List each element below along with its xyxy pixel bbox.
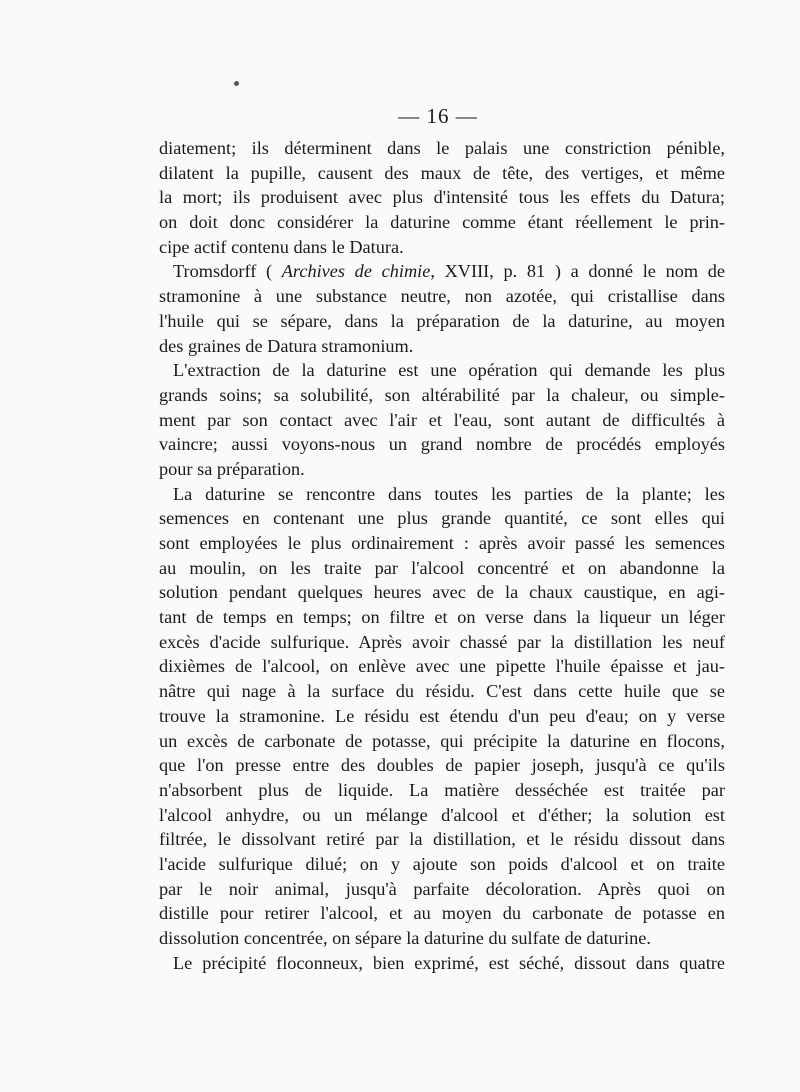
- paragraph: [159, 358, 725, 481]
- text-line: La daturine se rencontre dans toutes les parties de la plante; les: [173, 483, 725, 504]
- italic-citation: Archives de chimie: [281, 261, 431, 282]
- text-line: stramonine à une substance neutre, non azotée, qui cristallise dans: [159, 286, 725, 307]
- page-number: — 16 —: [398, 104, 478, 128]
- text-line: sont employées le plus ordinairement : après avoir passé les semences: [159, 533, 725, 553]
- paragraph: [159, 951, 725, 976]
- text-line: l'acide sulfurique dilué; on y ajoute son poids d'alcool et on traite: [159, 853, 725, 874]
- text-line: dissolution concentrée, on sépare la daturine du sulfate de daturine.: [159, 928, 651, 948]
- text-line: trouve la stramonine. Le résidu est étendu d'un peu d'eau; on y verse: [159, 705, 725, 726]
- text-line: dilatent la pupille, causent des maux de tête, des vertiges, et même: [159, 162, 725, 183]
- text-line: nâtre qui nage à la surface du résidu. C'est dans cette huile que se: [159, 681, 725, 702]
- text-line: vaincre; aussi voyons-nous un grand nombre de procédés employés: [159, 434, 725, 455]
- text-line: filtrée, le dissolvant retiré par la distillation, et le résidu dissout dans: [159, 829, 725, 850]
- text-line: pour sa préparation.: [159, 458, 305, 479]
- text-line: cipe actif contenu dans le Datura.: [159, 236, 404, 257]
- text-line: semences en contenant une plus grande quantité, ce sont elles qui: [159, 508, 725, 529]
- text-line: on doit donc considérer la daturine comme étant réellement le prin-: [159, 212, 725, 233]
- text-line: distille pour retirer l'alcool, et au moyen du carbonate de potasse en: [159, 903, 725, 924]
- paragraph: [159, 259, 725, 358]
- text-line: par le noir animal, jusqu'à parfaite décoloration. Après quoi on: [159, 878, 725, 899]
- text-line: grands soins; sa solubilité, son altérabilité par la chaleur, ou simple-: [159, 384, 725, 405]
- text-line: que l'on presse entre des doubles de papier joseph, jusqu'à ce qu'ils: [159, 755, 725, 776]
- text-line: au moulin, on les traite par l'alcool concentré et on abandonne la: [159, 557, 725, 578]
- text-line: ment par son contact avec l'air et l'eau, sont autant de difficultés à: [159, 409, 725, 430]
- paragraph: [159, 136, 725, 259]
- text-line: solution pendant quelques heures avec de la chaux caustique, en agi-: [159, 582, 725, 603]
- text-line: l'huile qui se sépare, dans la préparation de la daturine, au moyen: [159, 310, 725, 331]
- text-line: Tromsdorff ( Archives de chimie, XVIII, p. 81 ) a donné le nom de: [173, 261, 726, 282]
- text-line: L'extraction de la daturine est une opération qui demande les plus: [173, 360, 725, 381]
- text-line: n'absorbent plus de liquide. La matière desséchée est traitée par: [159, 779, 725, 800]
- text-line: un excès de carbonate de potasse, qui précipite la daturine en flocons,: [159, 730, 725, 751]
- body-text: [159, 136, 725, 975]
- text-line: la mort; ils produisent avec plus d'intensité tous les effets du Datura;: [159, 187, 725, 208]
- text-line: tant de temps en temps; on filtre et on verse dans la liqueur un léger: [159, 607, 725, 628]
- text-line: diatement; ils déterminent dans le palais une constriction pénible,: [159, 138, 725, 158]
- text-line: excès d'acide sulfurique. Après avoir chassé par la distillation les neuf: [159, 631, 725, 652]
- text-line: Le précipité floconneux, bien exprimé, est séché, dissout dans quatre: [173, 952, 725, 973]
- text-line: des graines de Datura stramonium.: [159, 335, 414, 356]
- text-line: dixièmes de l'alcool, on enlève avec une pipette l'huile épaisse et jau-: [159, 656, 725, 677]
- text-line: l'alcool anhydre, ou un mélange d'alcool et d'éther; la solution est: [159, 804, 725, 825]
- paragraph: [159, 482, 725, 951]
- ink-speck: [234, 81, 239, 86]
